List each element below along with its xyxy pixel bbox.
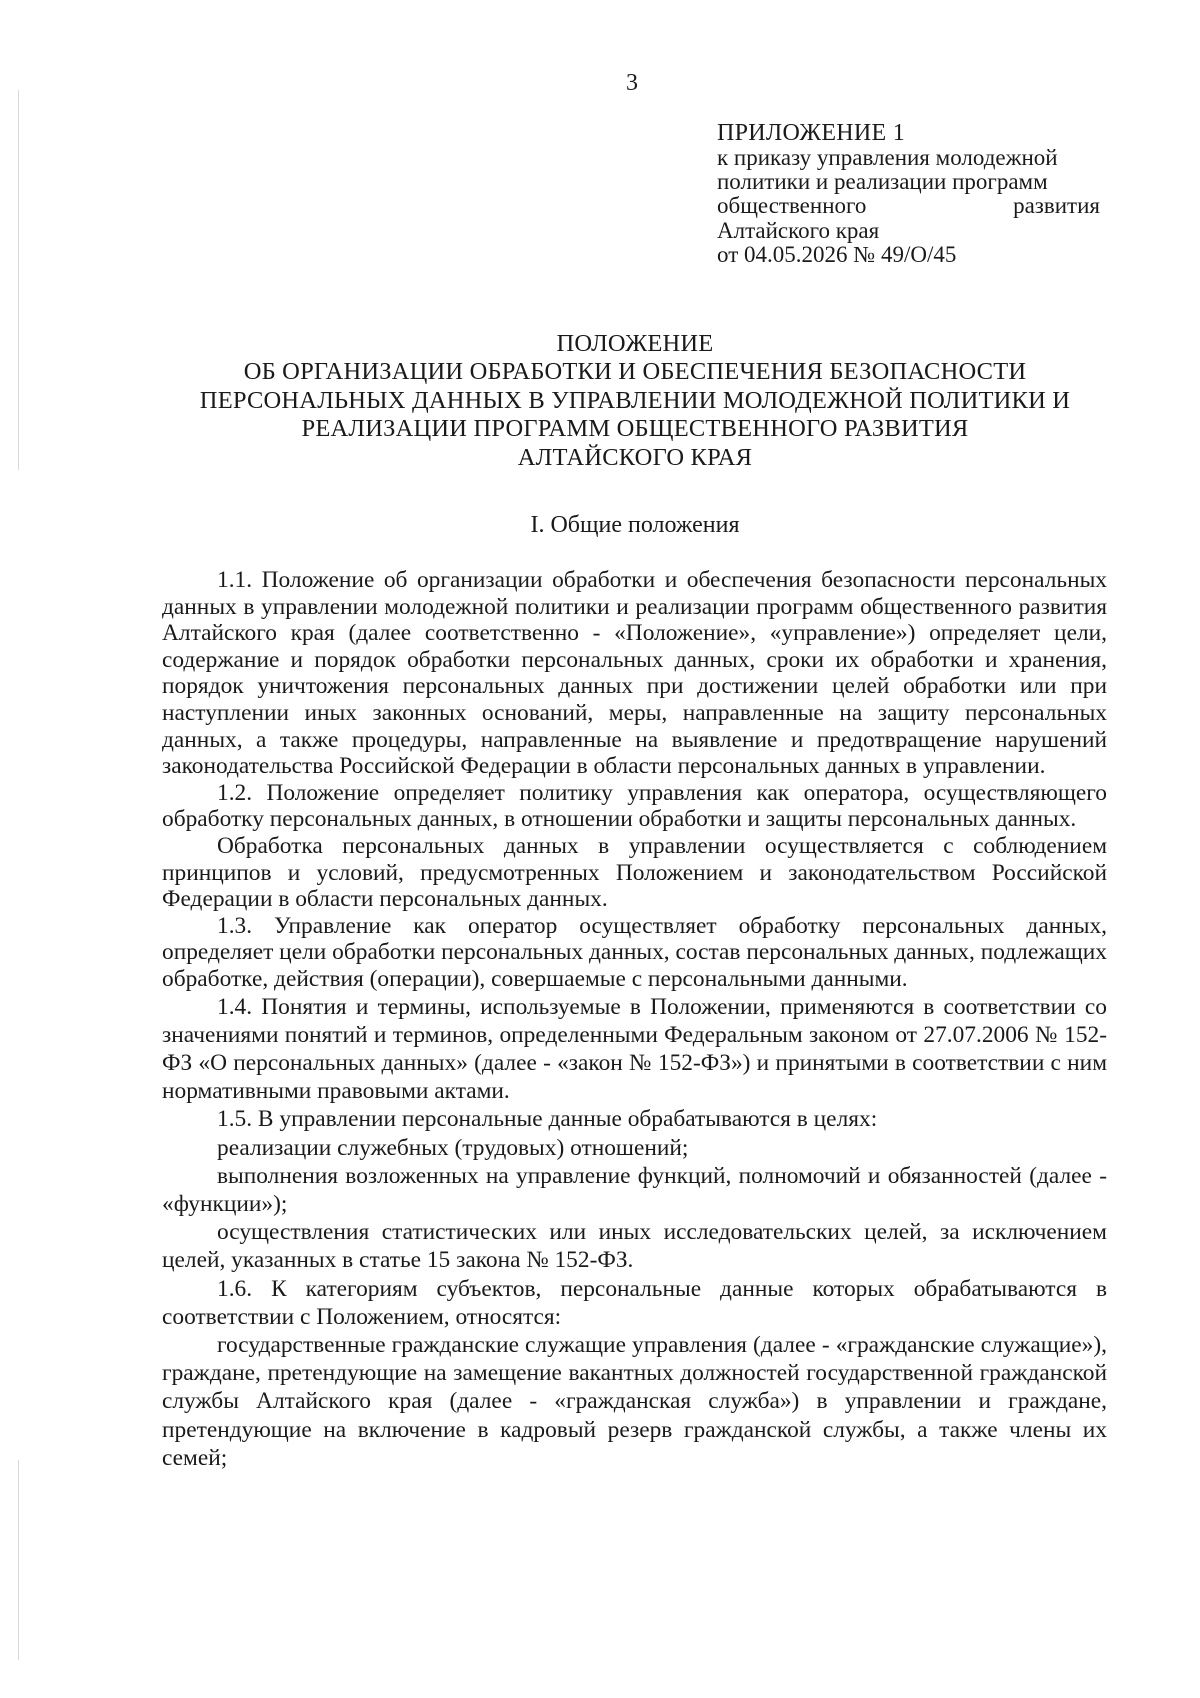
annex-line: политики и реализации программ <box>717 169 1048 195</box>
document-title <box>160 330 1110 472</box>
annex-line: Алтайского края <box>717 217 880 243</box>
annex-line: к приказу управления молодежной <box>717 145 1058 170</box>
paragraph: 1.5. В управлении персональные данные обрабатываются в целях: <box>217 1106 878 1133</box>
document-title-line: РЕАЛИЗАЦИИ ПРОГРАММ ОБЩЕСТВЕННОГО РАЗВИТИЯ <box>301 415 969 443</box>
paragraph: 1.2. Положение определяет политику управления как оператора, осуществляющего обработку персональных данных, в отношении обработки и защиты персональных данных. <box>162 779 1107 833</box>
paragraph: 1.1. Положение об организации обработки и обеспечения безопасности персональных данных в управлении молодежной политики и реализации программ общественного развития Алтайского края (далее соответственно - «Положение», «управление») определяет цели, содержание и порядок обработки персональных данных, сроки их обработки и хранения, порядок уничтожения персональных данных при достижении целей обработки или при наступлении иных законных оснований, меры, направленные на защиту персональных данных, а также процедуры, направленные на выявление и предотвращение нарушений законодательства Российской Федерации в области персональных данных в управлении. <box>162 567 1107 780</box>
paragraph: выполнения возложенных на управление функций, полномочий и обязанностей (далее - «функции»); <box>162 1162 1107 1217</box>
scan-margin-mark-lower <box>18 1460 19 1660</box>
document-body <box>162 567 1107 1472</box>
paragraph: государственные гражданские служащие управления (далее - «гражданские служащие»), граждане, претендующие на замещение вакантных должностей государственной гражданской службы Алтайского края (далее - «гражданская служба») в управлении и граждане, претендующие на включение в кадровый резерв гражданской службы, а также члены их семей; <box>162 1331 1107 1471</box>
scan-margin-mark <box>18 90 19 470</box>
annex-order-ref: от 04.05.2026 № 49/О/45 <box>717 241 957 267</box>
annex-title: ПРИЛОЖЕНИЕ 1 <box>717 120 906 146</box>
page-number: 3 <box>626 70 638 96</box>
document-title-line: ПОЛОЖЕНИЕ <box>556 330 714 357</box>
annex-block <box>717 120 1100 267</box>
paragraph: 1.3. Управление как оператор осуществляет обработку персональных данных, определяет цели обработки персональных данных, состав персональных данных, подлежащих обработке, действия (операции), совершаемые с персональными данными. <box>162 912 1107 992</box>
paragraph: реализации служебных (трудовых) отношений; <box>217 1134 689 1161</box>
annex-line: общественного развития <box>717 193 1100 219</box>
paragraph: 1.6. К категориям субъектов, персональные данные которых обрабатываются в соответствии с Положением, относятся: <box>162 1275 1107 1330</box>
document-title-line: ПЕРСОНАЛЬНЫХ ДАННЫХ В УПРАВЛЕНИИ МОЛОДЕЖНОЙ ПОЛИТИКИ И <box>199 386 1071 414</box>
paragraph: осуществления статистических или иных исследовательских целей, за исключением целей, указанных в статье 15 закона № 152-ФЗ. <box>162 1219 1107 1274</box>
document-title-line: ОБ ОРГАНИЗАЦИИ ОБРАБОТКИ И ОБЕСПЕЧЕНИЯ БЕЗОПАСНОСТИ <box>243 358 1027 386</box>
paragraph: 1.4. Понятия и термины, используемые в Положении, применяются в соответствии со значениями понятий и терминов, определенными Федеральным законом от 27.07.2006 № 152-ФЗ «О персональных данных» (далее - «закон № 152-ФЗ») и принятыми в соответствии с ним нормативными правовыми актами. <box>162 993 1107 1105</box>
section-heading: I. Общие положения <box>530 512 740 538</box>
document-title-line: АЛТАЙСКОГО КРАЯ <box>517 443 753 471</box>
paragraph: Обработка персональных данных в управлении осуществляется с соблюдением принципов и условий, предусмотренных Положением и законодательством Российской Федерации в области персональных данных. <box>162 832 1107 913</box>
